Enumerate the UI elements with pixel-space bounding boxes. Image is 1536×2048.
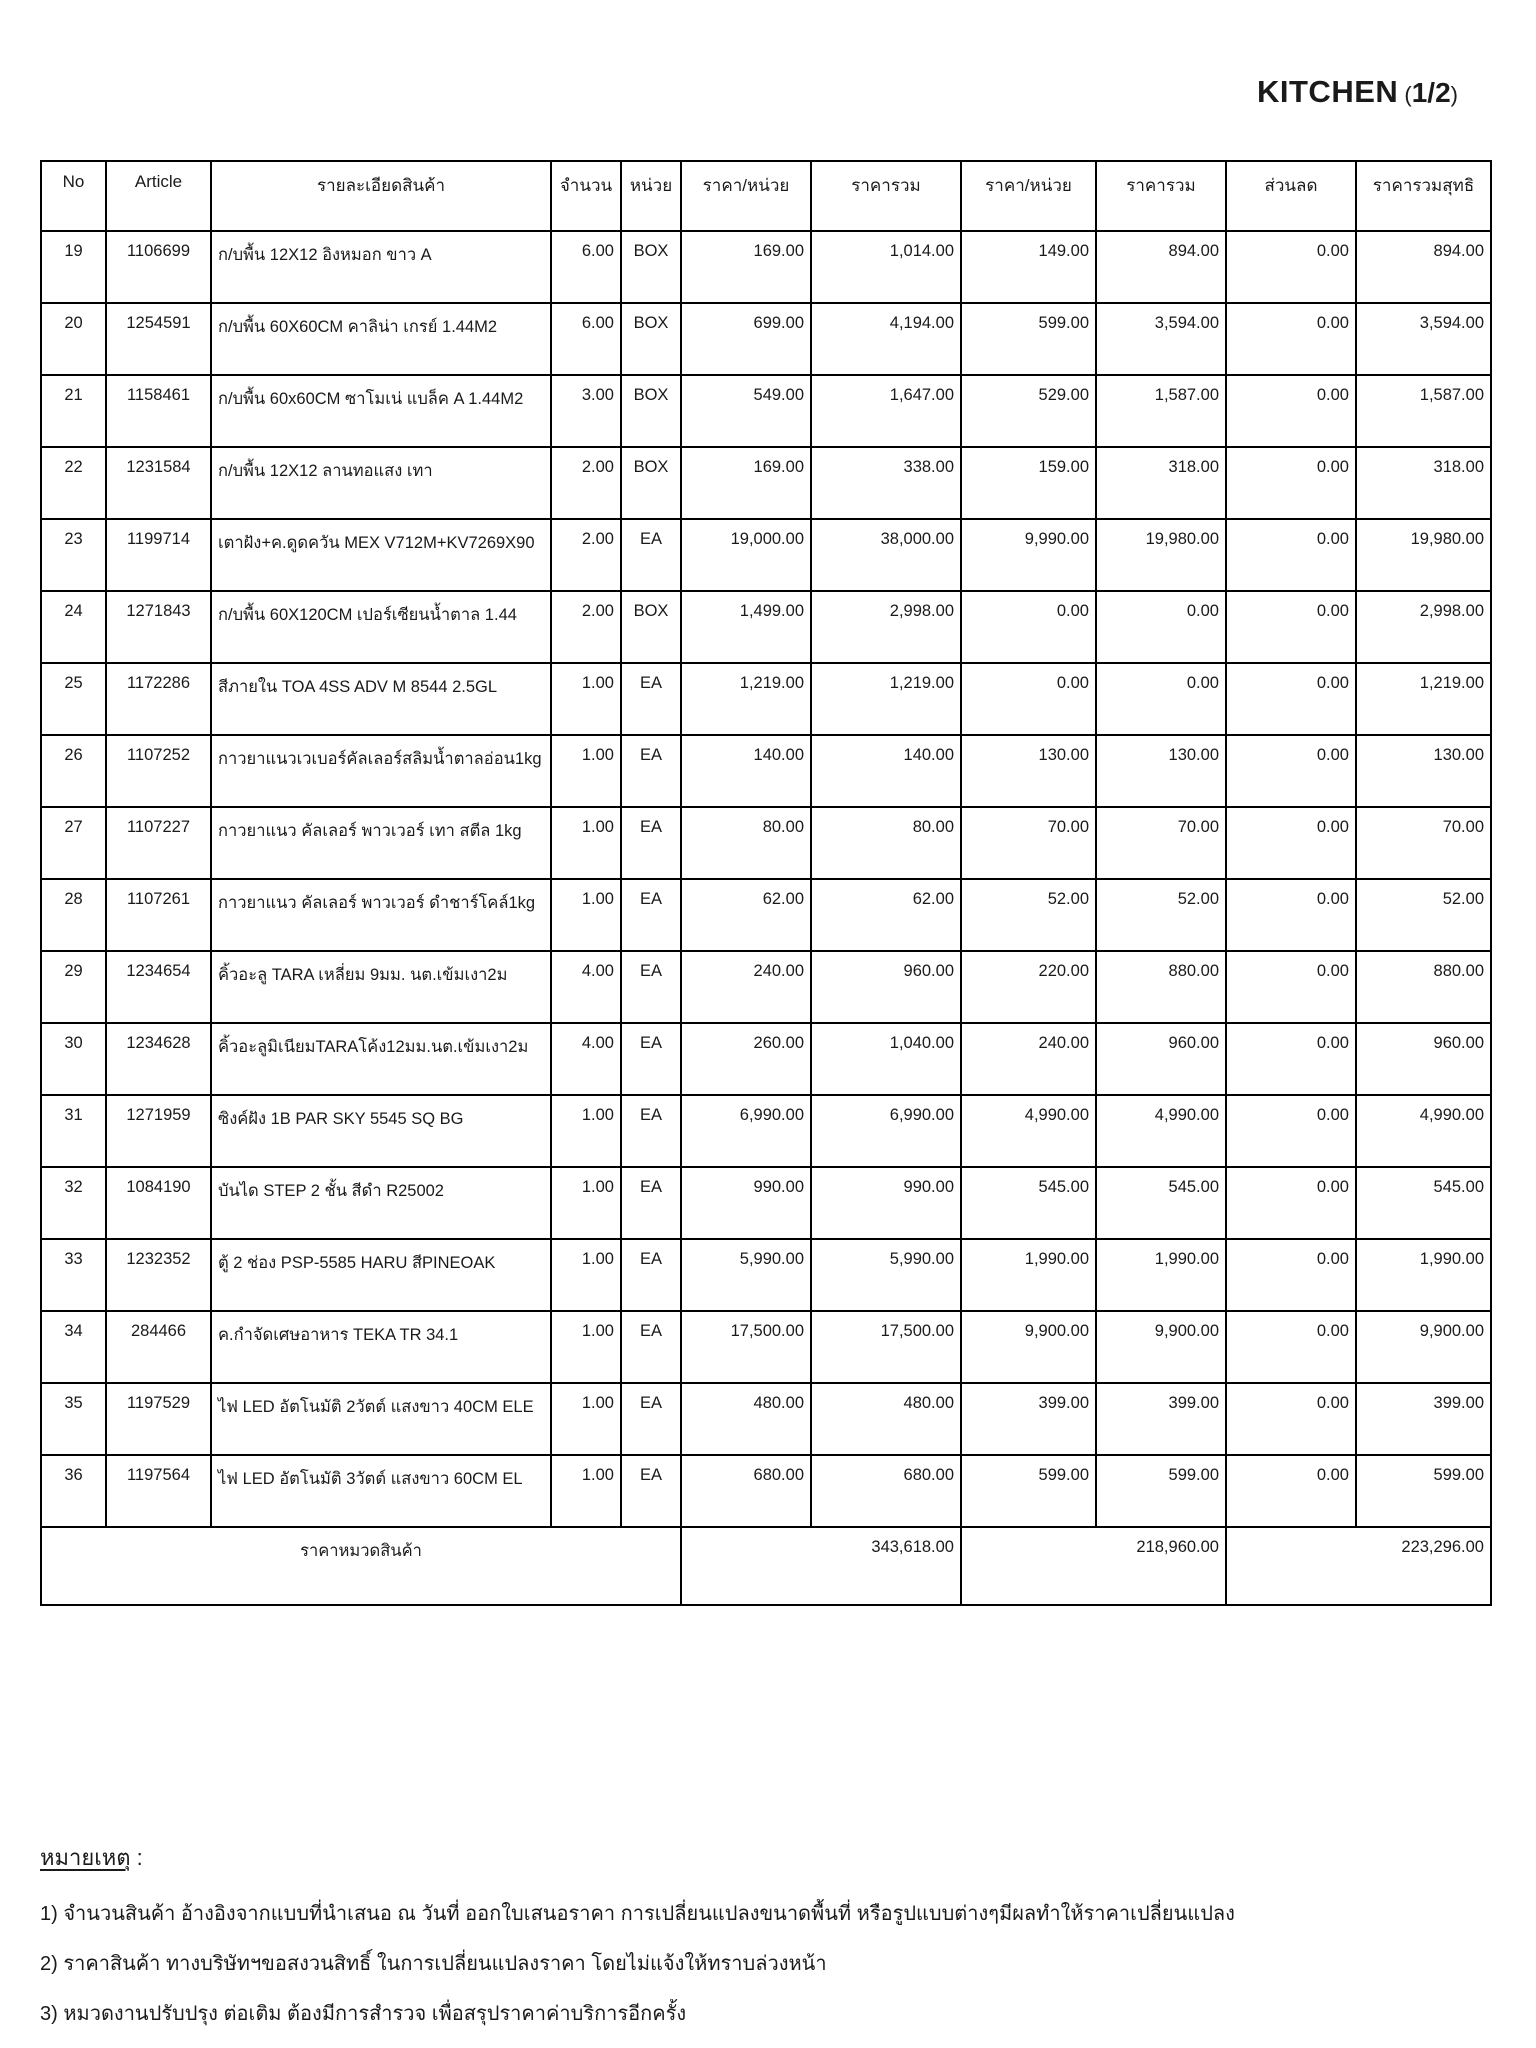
cell-total-price-2: 1,990.00 (1096, 1239, 1226, 1311)
cell-qty: 4.00 (551, 951, 621, 1023)
cell-discount: 0.00 (1226, 591, 1356, 663)
cell-unit-price: 62.00 (681, 879, 811, 951)
page-number: 1/2 (1411, 77, 1451, 108)
col-header-discount: ส่วนลด (1226, 161, 1356, 231)
page-title (40, 74, 1490, 110)
cell-description: ไฟ LED อัตโนมัติ 2วัตต์ แสงขาว 40CM ELE (211, 1383, 551, 1455)
cell-description: ค.กำจัดเศษอาหาร TEKA TR 34.1 (211, 1311, 551, 1383)
cell-net-total: 318.00 (1356, 447, 1491, 519)
cell-qty: 2.00 (551, 519, 621, 591)
cell-discount: 0.00 (1226, 303, 1356, 375)
quotation-table (40, 160, 1492, 1606)
cell-unit-price: 1,219.00 (681, 663, 811, 735)
cell-description: สีภายใน TOA 4SS ADV M 8544 2.5GL (211, 663, 551, 735)
cell-total-price: 62.00 (811, 879, 961, 951)
cell-total-price: 1,219.00 (811, 663, 961, 735)
cell-discount: 0.00 (1226, 735, 1356, 807)
cell-unit-price: 699.00 (681, 303, 811, 375)
cell-unit-price: 19,000.00 (681, 519, 811, 591)
table-row (41, 1095, 1491, 1167)
cell-unit-price-2: 399.00 (961, 1383, 1096, 1455)
total-price-discounted: 218,960.00 (961, 1527, 1226, 1605)
cell-net-total: 960.00 (1356, 1023, 1491, 1095)
cell-qty: 2.00 (551, 447, 621, 519)
cell-description: ซิงค์ฝัง 1B PAR SKY 5545 SQ BG (211, 1095, 551, 1167)
cell-unit-price: 140.00 (681, 735, 811, 807)
cell-unit-price: 169.00 (681, 231, 811, 303)
cell-article: 1254591 (106, 303, 211, 375)
cell-unit-price-2: 0.00 (961, 663, 1096, 735)
cell-qty: 3.00 (551, 375, 621, 447)
cell-article: 284466 (106, 1311, 211, 1383)
cell-qty: 1.00 (551, 1383, 621, 1455)
notes-list (40, 1889, 1500, 2039)
cell-total-price: 6,990.00 (811, 1095, 961, 1167)
cell-article: 1197529 (106, 1383, 211, 1455)
cell-discount: 0.00 (1226, 663, 1356, 735)
cell-unit: BOX (621, 231, 681, 303)
cell-unit-price-2: 4,990.00 (961, 1095, 1096, 1167)
table-row (41, 519, 1491, 591)
cell-description: ก/บพื้น 12X12 อิงหมอก ขาว A (211, 231, 551, 303)
cell-qty: 1.00 (551, 1095, 621, 1167)
cell-description: ก/บพื้น 60x60CM ซาโมเน่ แบล็ค A 1.44M2 (211, 375, 551, 447)
cell-unit: EA (621, 807, 681, 879)
cell-description: กาวยาแนว คัลเลอร์ พาวเวอร์ เทา สตีล 1kg (211, 807, 551, 879)
cell-unit-price-2: 9,990.00 (961, 519, 1096, 591)
cell-description: ไฟ LED อัตโนมัติ 3วัตต์ แสงขาว 60CM EL (211, 1455, 551, 1527)
table-row (41, 231, 1491, 303)
cell-article: 1172286 (106, 663, 211, 735)
cell-qty: 4.00 (551, 1023, 621, 1095)
table-body (41, 231, 1491, 1527)
note-item: 3) หมวดงานปรับปรุง ต่อเติม ต้องมีการสำรวจ เพื่อสรุปราคาค่าบริการอีกครั้ง (40, 2003, 687, 2025)
cell-qty: 6.00 (551, 231, 621, 303)
cell-unit-price: 80.00 (681, 807, 811, 879)
cell-total-price: 680.00 (811, 1455, 961, 1527)
cell-unit: BOX (621, 591, 681, 663)
cell-unit-price-2: 130.00 (961, 735, 1096, 807)
cell-article: 1107261 (106, 879, 211, 951)
cell-unit-price-2: 52.00 (961, 879, 1096, 951)
cell-no: 28 (41, 879, 106, 951)
col-header-unit: หน่วย (621, 161, 681, 231)
cell-unit-price: 260.00 (681, 1023, 811, 1095)
cell-unit-price: 5,990.00 (681, 1239, 811, 1311)
cell-total-price: 338.00 (811, 447, 961, 519)
cell-net-total: 399.00 (1356, 1383, 1491, 1455)
col-header-unit-price: ราคา/หน่วย (681, 161, 811, 231)
cell-article: 1107227 (106, 807, 211, 879)
cell-unit: EA (621, 519, 681, 591)
col-header-total-price-2: ราคารวม (1096, 161, 1226, 231)
cell-unit-price-2: 1,990.00 (961, 1239, 1096, 1311)
cell-no: 22 (41, 447, 106, 519)
cell-unit: EA (621, 951, 681, 1023)
table-row (41, 1023, 1491, 1095)
cell-unit-price: 17,500.00 (681, 1311, 811, 1383)
col-header-net-total: ราคารวมสุทธิ (1356, 161, 1491, 231)
cell-no: 19 (41, 231, 106, 303)
cell-net-total: 880.00 (1356, 951, 1491, 1023)
notes-heading-colon: : (130, 1845, 143, 1870)
cell-unit: EA (621, 879, 681, 951)
cell-discount: 0.00 (1226, 1095, 1356, 1167)
cell-discount: 0.00 (1226, 1023, 1356, 1095)
cell-unit: EA (621, 1023, 681, 1095)
cell-unit: BOX (621, 303, 681, 375)
cell-total-price: 1,014.00 (811, 231, 961, 303)
cell-article: 1107252 (106, 735, 211, 807)
cell-discount: 0.00 (1226, 879, 1356, 951)
cell-description: เตาฝัง+ค.ดูดควัน MEX V712M+KV7269X90 (211, 519, 551, 591)
cell-unit-price: 169.00 (681, 447, 811, 519)
cell-no: 25 (41, 663, 106, 735)
cell-unit: EA (621, 1239, 681, 1311)
col-header-article: Article (106, 161, 211, 231)
cell-unit: EA (621, 1095, 681, 1167)
col-header-description: รายละเอียดสินค้า (211, 161, 551, 231)
notes-heading-text: หมายเหตุ (40, 1845, 131, 1870)
cell-unit: EA (621, 1383, 681, 1455)
cell-discount: 0.00 (1226, 1383, 1356, 1455)
table-row (41, 1167, 1491, 1239)
cell-unit: EA (621, 663, 681, 735)
cell-net-total: 894.00 (1356, 231, 1491, 303)
cell-net-total: 52.00 (1356, 879, 1491, 951)
cell-no: 30 (41, 1023, 106, 1095)
cell-total-price-2: 19,980.00 (1096, 519, 1226, 591)
cell-qty: 1.00 (551, 1455, 621, 1527)
cell-unit-price: 680.00 (681, 1455, 811, 1527)
cell-net-total: 545.00 (1356, 1167, 1491, 1239)
cell-total-price-2: 599.00 (1096, 1455, 1226, 1527)
cell-unit-price-2: 545.00 (961, 1167, 1096, 1239)
table-row (41, 663, 1491, 735)
cell-total-price-2: 894.00 (1096, 231, 1226, 303)
cell-unit-price-2: 529.00 (961, 375, 1096, 447)
cell-total-price-2: 880.00 (1096, 951, 1226, 1023)
cell-unit-price-2: 70.00 (961, 807, 1096, 879)
cell-discount: 0.00 (1226, 1455, 1356, 1527)
cell-no: 21 (41, 375, 106, 447)
cell-unit: BOX (621, 447, 681, 519)
notes-heading (40, 1840, 1500, 1875)
cell-total-price: 4,194.00 (811, 303, 961, 375)
cell-article: 1271959 (106, 1095, 211, 1167)
cell-article: 1234654 (106, 951, 211, 1023)
col-header-no: No (41, 161, 106, 231)
cell-no: 20 (41, 303, 106, 375)
cell-net-total: 130.00 (1356, 735, 1491, 807)
cell-total-price: 2,998.00 (811, 591, 961, 663)
cell-article: 1199714 (106, 519, 211, 591)
cell-net-total: 19,980.00 (1356, 519, 1491, 591)
cell-description: กาวยาแนวเวเบอร์คัลเลอร์สลิมน้ำตาลอ่อน1kg (211, 735, 551, 807)
cell-unit-price-2: 159.00 (961, 447, 1096, 519)
cell-no: 36 (41, 1455, 106, 1527)
cell-total-price: 990.00 (811, 1167, 961, 1239)
note-item: 1) จำนวนสินค้า อ้างอิงจากแบบที่นำเสนอ ณ วันที่ ออกใบเสนอราคา การเปลี่ยนแปลงขนาดพื้นที่ หรือรูปแบบต่างๆมีผลทำให้ราคาเปลี่ยนแปลง (40, 1903, 1235, 1925)
cell-unit-price: 549.00 (681, 375, 811, 447)
cell-discount: 0.00 (1226, 807, 1356, 879)
cell-unit-price-2: 240.00 (961, 1023, 1096, 1095)
cell-discount: 0.00 (1226, 1167, 1356, 1239)
cell-total-price-2: 318.00 (1096, 447, 1226, 519)
cell-total-price-2: 130.00 (1096, 735, 1226, 807)
cell-net-total: 2,998.00 (1356, 591, 1491, 663)
table-row (41, 807, 1491, 879)
cell-total-price: 140.00 (811, 735, 961, 807)
total-row (41, 1527, 1491, 1605)
cell-unit-price-2: 0.00 (961, 591, 1096, 663)
cell-unit-price-2: 599.00 (961, 303, 1096, 375)
table-row (41, 735, 1491, 807)
cell-discount: 0.00 (1226, 519, 1356, 591)
cell-unit-price-2: 9,900.00 (961, 1311, 1096, 1383)
cell-total-price-2: 4,990.00 (1096, 1095, 1226, 1167)
cell-total-price-2: 1,587.00 (1096, 375, 1226, 447)
cell-qty: 1.00 (551, 1167, 621, 1239)
cell-unit: EA (621, 735, 681, 807)
cell-total-price: 1,647.00 (811, 375, 961, 447)
cell-unit-price-2: 220.00 (961, 951, 1096, 1023)
cell-description: คิ้วอะลู TARA เหลี่ยม 9มม. นต.เข้มเงา2ม (211, 951, 551, 1023)
cell-discount: 0.00 (1226, 951, 1356, 1023)
cell-article: 1271843 (106, 591, 211, 663)
cell-no: 31 (41, 1095, 106, 1167)
cell-total-price: 5,990.00 (811, 1239, 961, 1311)
cell-net-total: 3,594.00 (1356, 303, 1491, 375)
cell-discount: 0.00 (1226, 447, 1356, 519)
table-row (41, 1239, 1491, 1311)
cell-qty: 1.00 (551, 1311, 621, 1383)
cell-unit: EA (621, 1455, 681, 1527)
cell-description: บันได STEP 2 ชั้น สีดำ R25002 (211, 1167, 551, 1239)
cell-total-price: 960.00 (811, 951, 961, 1023)
cell-unit-price: 480.00 (681, 1383, 811, 1455)
cell-discount: 0.00 (1226, 1239, 1356, 1311)
cell-discount: 0.00 (1226, 231, 1356, 303)
cell-article: 1084190 (106, 1167, 211, 1239)
cell-article: 1197564 (106, 1455, 211, 1527)
page-title-text: KITCHEN (1257, 74, 1399, 109)
cell-qty: 1.00 (551, 1239, 621, 1311)
cell-no: 23 (41, 519, 106, 591)
cell-unit-price: 1,499.00 (681, 591, 811, 663)
total-price-net: 223,296.00 (1226, 1527, 1491, 1605)
cell-unit: EA (621, 1167, 681, 1239)
cell-total-price-2: 0.00 (1096, 663, 1226, 735)
cell-total-price-2: 9,900.00 (1096, 1311, 1226, 1383)
cell-description: ตู้ 2 ช่อง PSP-5585 HARU สีPINEOAK (211, 1239, 551, 1311)
cell-article: 1106699 (106, 231, 211, 303)
cell-description: คิ้วอะลูมิเนียมTARAโค้ง12มม.นต.เข้มเงา2ม (211, 1023, 551, 1095)
cell-unit-price: 6,990.00 (681, 1095, 811, 1167)
cell-no: 27 (41, 807, 106, 879)
cell-total-price-2: 3,594.00 (1096, 303, 1226, 375)
cell-no: 34 (41, 1311, 106, 1383)
table-row (41, 591, 1491, 663)
cell-total-price: 1,040.00 (811, 1023, 961, 1095)
cell-no: 32 (41, 1167, 106, 1239)
cell-net-total: 1,219.00 (1356, 663, 1491, 735)
cell-net-total: 4,990.00 (1356, 1095, 1491, 1167)
cell-unit-price: 990.00 (681, 1167, 811, 1239)
cell-total-price-2: 0.00 (1096, 591, 1226, 663)
page-number-open-paren: ( (1398, 82, 1412, 107)
cell-total-price: 38,000.00 (811, 519, 961, 591)
cell-net-total: 599.00 (1356, 1455, 1491, 1527)
cell-discount: 0.00 (1226, 375, 1356, 447)
cell-net-total: 70.00 (1356, 807, 1491, 879)
table-row (41, 303, 1491, 375)
cell-description: ก/บพื้น 60X60CM คาลิน่า เกรย์ 1.44M2 (211, 303, 551, 375)
cell-total-price: 17,500.00 (811, 1311, 961, 1383)
cell-description: ก/บพื้น 60X120CM เปอร์เซียนน้ำตาล 1.44 (211, 591, 551, 663)
table-row (41, 1455, 1491, 1527)
cell-net-total: 9,900.00 (1356, 1311, 1491, 1383)
cell-qty: 1.00 (551, 663, 621, 735)
total-label: ราคาหมวดสินค้า (41, 1527, 681, 1605)
table-row (41, 375, 1491, 447)
header-row (41, 161, 1491, 231)
cell-unit: EA (621, 1311, 681, 1383)
page-number-close-paren: ) (1450, 82, 1458, 107)
cell-total-price-2: 70.00 (1096, 807, 1226, 879)
cell-total-price-2: 960.00 (1096, 1023, 1226, 1095)
cell-total-price-2: 545.00 (1096, 1167, 1226, 1239)
cell-description: กาวยาแนว คัลเลอร์ พาวเวอร์ ดำชาร์โคล์1kg (211, 879, 551, 951)
cell-unit-price: 240.00 (681, 951, 811, 1023)
cell-unit: BOX (621, 375, 681, 447)
cell-net-total: 1,990.00 (1356, 1239, 1491, 1311)
col-header-total-price: ราคารวม (811, 161, 961, 231)
cell-no: 35 (41, 1383, 106, 1455)
cell-unit-price-2: 599.00 (961, 1455, 1096, 1527)
cell-total-price: 80.00 (811, 807, 961, 879)
cell-unit-price-2: 149.00 (961, 231, 1096, 303)
cell-total-price-2: 52.00 (1096, 879, 1226, 951)
cell-no: 24 (41, 591, 106, 663)
cell-total-price-2: 399.00 (1096, 1383, 1226, 1455)
col-header-unit-price-2: ราคา/หน่วย (961, 161, 1096, 231)
cell-qty: 6.00 (551, 303, 621, 375)
table-row (41, 1383, 1491, 1455)
cell-net-total: 1,587.00 (1356, 375, 1491, 447)
cell-qty: 1.00 (551, 879, 621, 951)
cell-no: 26 (41, 735, 106, 807)
cell-description: ก/บพื้น 12X12 ลานทอแสง เทา (211, 447, 551, 519)
cell-qty: 1.00 (551, 735, 621, 807)
table-row (41, 951, 1491, 1023)
table-row (41, 879, 1491, 951)
cell-total-price: 480.00 (811, 1383, 961, 1455)
col-header-qty: จำนวน (551, 161, 621, 231)
cell-article: 1234628 (106, 1023, 211, 1095)
cell-discount: 0.00 (1226, 1311, 1356, 1383)
total-price-list: 343,618.00 (681, 1527, 961, 1605)
cell-no: 33 (41, 1239, 106, 1311)
table-row (41, 1311, 1491, 1383)
cell-qty: 1.00 (551, 807, 621, 879)
cell-article: 1158461 (106, 375, 211, 447)
cell-qty: 2.00 (551, 591, 621, 663)
table-row (41, 447, 1491, 519)
note-item: 2) ราคาสินค้า ทางบริษัทฯขอสงวนสิทธิ์ ในการเปลี่ยนแปลงราคา โดยไม่แจ้งให้ทราบล่วงหน้า (40, 1953, 827, 1975)
cell-article: 1232352 (106, 1239, 211, 1311)
cell-article: 1231584 (106, 447, 211, 519)
cell-no: 29 (41, 951, 106, 1023)
notes-section (40, 1840, 1500, 2039)
